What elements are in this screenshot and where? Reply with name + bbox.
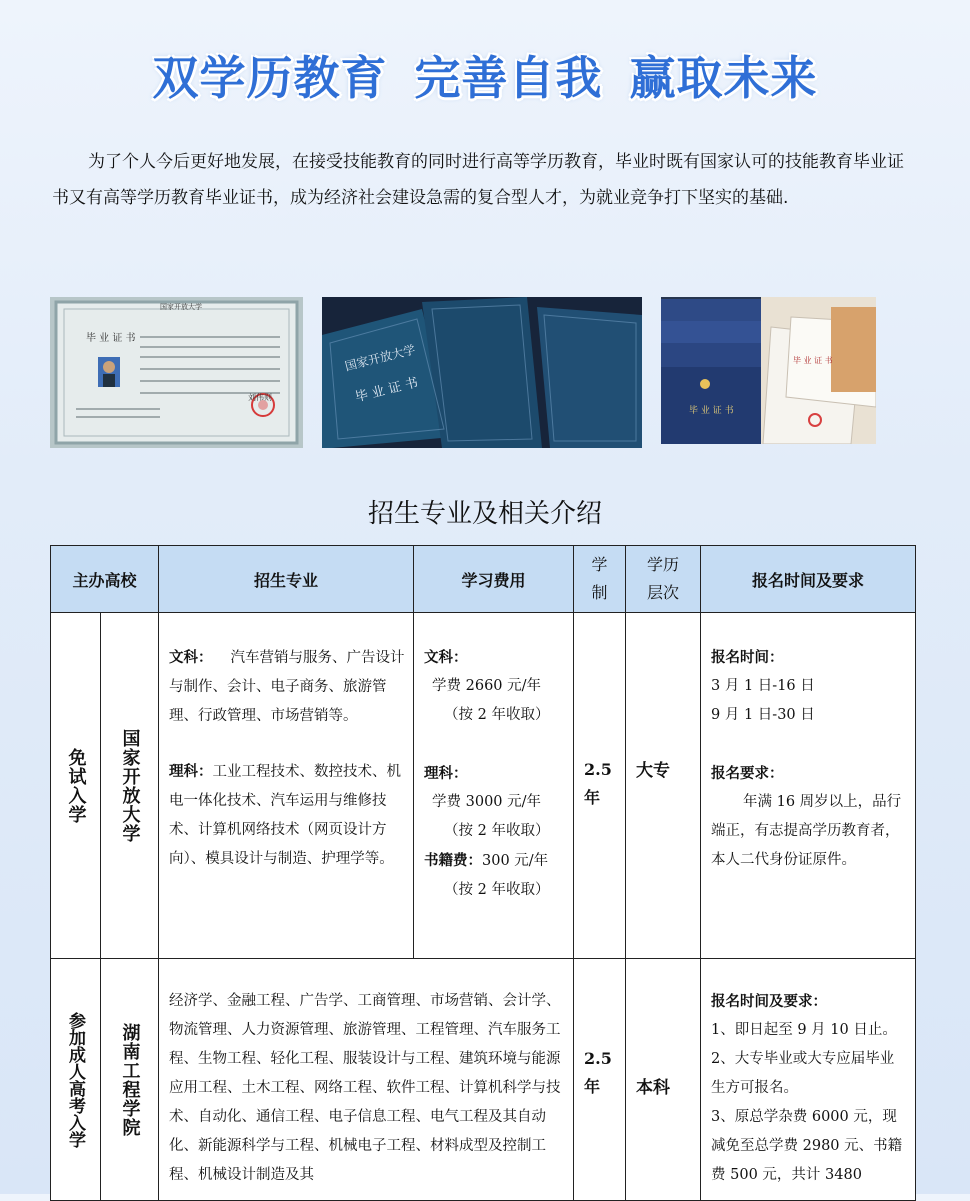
- row1-fee-books-note: （按 2 年收取）: [444, 882, 550, 898]
- page-title: 双学历教育 完善自我 赢取未来: [152, 51, 818, 105]
- row1-fee-science: 学费 3000 元/年: [432, 794, 542, 810]
- table-row: [51, 959, 916, 1201]
- certificate-photo: [50, 297, 303, 448]
- row1-science-list: 工业工程技术、数控技术、机电一体化技术、汽车运用与维修技术、计算机网络技术（网页设计方向）、模具设计与制造、护理学等。: [169, 764, 402, 867]
- row1-time-2: 9 月 1 日-30 日: [711, 707, 815, 723]
- row1-duration-cell: [574, 613, 626, 959]
- certificates-stack-photo: [661, 297, 876, 444]
- row2-req-item-3: 3、原总学杂费 6000 元，现减免至总学费 2980 元、书籍费 500 元，共计 3480: [711, 1109, 903, 1183]
- row2-mode-cell: [51, 959, 101, 1201]
- section-title: 招生专业及相关介绍: [367, 499, 602, 529]
- row1-req-label: 报名要求：: [711, 765, 784, 782]
- row2-majors: 经济学、金融工程、广告学、工商管理、市场营销、会计学、物流管理、人力资源管理、旅游管理、工程管理、汽车服务工程、生物工程、轻化工程、服装设计与工程、建筑环境与能源应用工程、土木工程、网络工程、软件工程、计算机科学与技术、自动化、通信工程、电子信息工程、电气工程及其自动化、新能源科学与工程、机械电子工程、材料成型及控制工程、机械设计制造及其: [169, 993, 561, 1183]
- row1-science-label: 理科：: [169, 763, 213, 780]
- row2-duration-value: 2.5: [584, 1049, 612, 1068]
- row1-duration-value: 2.5: [584, 760, 612, 779]
- stack-inner-title: 毕 业 证 书: [793, 356, 833, 365]
- admissions-table: [50, 545, 916, 1201]
- header-level: [626, 546, 701, 613]
- row1-mode-cell: [51, 613, 101, 959]
- row1-fee-books-label: 书籍费：: [424, 852, 483, 869]
- row1-arts-list: 汽车营销与服务、广告设计与制作、会计、电子商务、旅游管理、行政管理、市场营销等。: [169, 650, 405, 724]
- certificate-header: 国家开放大学: [160, 303, 202, 311]
- row1-mode: 免试入学: [65, 747, 87, 824]
- row1-level: 大专: [636, 761, 671, 781]
- cover-title: 毕 业 证 书: [353, 375, 420, 406]
- table-header-row: [51, 546, 916, 613]
- row1-level-cell: [626, 613, 701, 959]
- row1-req-text: 年满 16 周岁以上，品行端正，有志提高学历教育者，本人二代身份证原件。: [711, 794, 902, 868]
- cover-school-name: 国家开放大学: [343, 342, 417, 374]
- row2-level-cell: [626, 959, 701, 1201]
- row1-school: 国家开放大学: [119, 728, 141, 843]
- stack-cover-title: 毕 业 证 书: [689, 406, 734, 416]
- row1-time-1: 3 月 1 日-16 日: [711, 678, 815, 694]
- table-row: [51, 613, 916, 959]
- row1-arts-label: 文科：: [169, 649, 213, 666]
- row1-fee-science-label: 理科：: [424, 765, 468, 782]
- header-requirement: 报名时间及要求: [701, 546, 916, 613]
- row1-fee-arts-label: 文科：: [424, 649, 468, 666]
- row2-duration-unit: 年: [584, 1077, 601, 1096]
- row1-majors-cell: [159, 613, 414, 959]
- row2-level: 本科: [636, 1078, 671, 1098]
- row2-req-item-2: 2、大专毕业或大专应届毕业生方可报名。: [711, 1051, 895, 1096]
- row2-majors-cell: [159, 959, 574, 1201]
- row2-req-label: 报名时间及要求：: [711, 993, 828, 1010]
- row1-fees-cell: [414, 613, 574, 959]
- row2-school: 湖南工程学院: [119, 1022, 141, 1137]
- header-school: 主办高校: [51, 546, 159, 613]
- header-duration-text: 学制: [591, 555, 608, 602]
- row1-requirement-cell: [701, 613, 916, 959]
- row1-fee-science-note: （按 2 年收取）: [444, 823, 550, 839]
- row2-req-item-1: 1、即日起至 9 月 10 日止。: [711, 1022, 897, 1038]
- certificate-title: 毕 业 证 书: [86, 333, 136, 344]
- certificate-signature: 刘伟则: [248, 393, 272, 402]
- row2-mode: 参加成人高考入学: [65, 1011, 85, 1148]
- row1-fee-arts: 学费 2660 元/年: [432, 678, 542, 694]
- certificate-covers-photo: [322, 297, 642, 448]
- header-level-text: 学历层次: [647, 555, 680, 602]
- intro-paragraph: 为了个人今后更好地发展，在接受技能教育的同时进行高等学历教育，毕业时既有国家认可的技能教育毕业证书又有高等学历教育毕业证书，成为经济社会建设急需的复合型人才，为就业竞争打下坚实的基础.: [52, 152, 904, 208]
- header-fee: 学习费用: [414, 546, 574, 613]
- header-duration: [574, 546, 626, 613]
- row2-requirement-cell: [701, 959, 916, 1201]
- row2-school-cell: [101, 959, 159, 1201]
- row1-fee-arts-note: （按 2 年收取）: [444, 707, 550, 723]
- row2-duration-cell: [574, 959, 626, 1201]
- row1-school-cell: [101, 613, 159, 959]
- header-major: 招生专业: [159, 546, 414, 613]
- row1-fee-books: 300 元/年: [482, 853, 549, 869]
- row1-duration-unit: 年: [584, 788, 601, 807]
- row1-time-label: 报名时间：: [711, 649, 784, 666]
